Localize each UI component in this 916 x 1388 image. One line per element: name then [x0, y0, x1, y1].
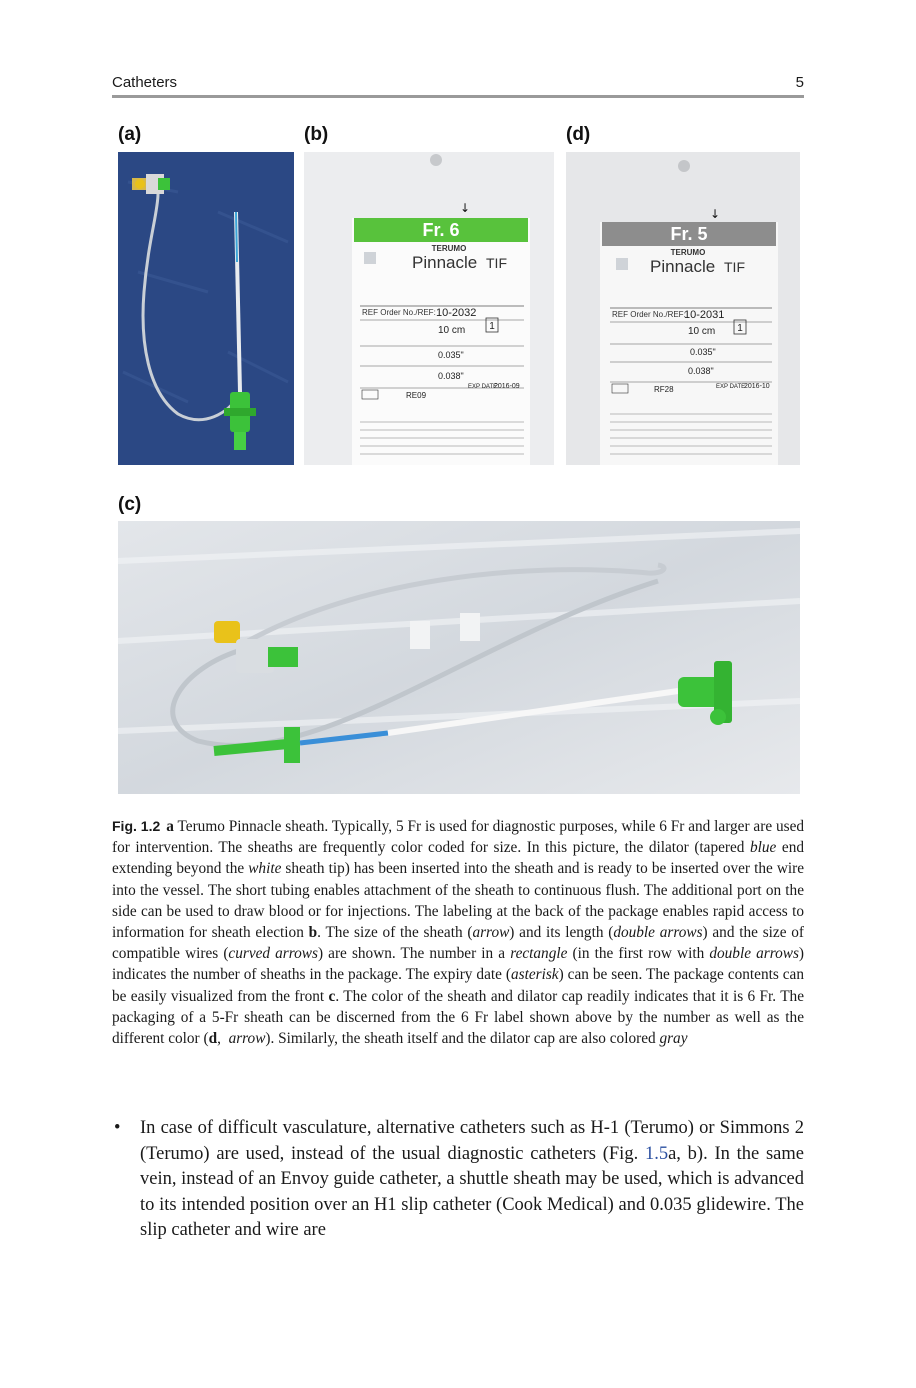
svg-text:↓: ↓ [460, 201, 471, 215]
package-b-exp-value: 2016-09 [494, 383, 520, 390]
package-d-ref-value: 10-2031 [684, 309, 725, 321]
figure-caption-label: Fig. 1.2 [112, 818, 161, 834]
bullet-text-part-2: a, b). In the same vein, instead of an Envoy guide catheter, a shuttle sheath may be used, which is advanced to its intended position over an H1 slip catheter (Cook Medical) and 0.035 glidewire. The slip catheter and wire are [140, 1143, 804, 1240]
running-head [112, 74, 804, 94]
package-b-wire: 0.035" [438, 350, 464, 360]
package-d-lot: RF28 [654, 385, 674, 394]
package-b-exp-label: EXP DATE: [468, 384, 499, 390]
figure-reference-link[interactable]: 1.5 [644, 1143, 669, 1164]
panel-label-a: (a) [118, 124, 142, 145]
package-d-compat: 0.038" [688, 366, 714, 376]
package-b-length: 10 cm [438, 325, 466, 336]
panel-label-c: (c) [118, 494, 142, 515]
svg-text:↓: ↓ [710, 207, 721, 221]
header-rule [112, 95, 804, 98]
package-d-exp-value: 2016-10 [744, 383, 770, 390]
bullet-marker: • [114, 1118, 121, 1138]
package-d-wire: 0.035" [690, 347, 716, 357]
bullet-text-part-1: In case of difficult vasculature, alternative catheters such as H-1 (Terumo) or Simmons 2 (Terumo) are used, instead of the usual diagnostic catheters (Fig. [140, 1118, 804, 1164]
photo-panel-a [118, 152, 294, 465]
package-d-quantity: 1 [737, 323, 743, 334]
package-b-quantity: 1 [489, 321, 495, 332]
package-b-lot: RE09 [406, 391, 427, 400]
panel-label-d: (d) [566, 124, 591, 145]
panel-label-b: (b) [304, 124, 329, 145]
figure-caption-text: a Terumo Pinnacle sheath. Typically, 5 Fr is used for diagnostic purposes, while 6 Fr and larger are used for intervention. The sheaths are frequently color coded for size. In this picture, the dilator (tapered blue end extending beyond the white sheath tip) has been inserted into the sheath and is ready to be inserted over the wire into the vessel. The short tubing enables attachment of the sheath to continuous flush. The additional port on the side can be used to draw blood or for injections. The labeling at the back of the package enables rapid access to information for sheath election b. The size of the sheath (arrow) and its length (double arrows) and the size of compatible wires (curved arrows) are shown. The number in a rectangle (in the first row with double arrows) indicates the number of sheaths in the package. The expiry date (asterisk) can be seen. The package contents can be easily visualized from the front c. The color of the sheath and dilator cap readily indicates that it is 6 Fr. The packaging of a 5-Fr sheath can be discerned from the 6 Fr label shown above by the number as well as the different color (d, arrow). Similarly, the sheath itself and the dilator cap are also colored gray [112, 818, 805, 1048]
running-head-title: Catheters [112, 74, 178, 91]
photo-panel-c [118, 521, 800, 794]
package-d-size-tab: Fr. 5 [670, 224, 708, 244]
page-number: 5 [795, 74, 804, 91]
package-d-exp-label: EXP DATE: [716, 384, 747, 390]
package-b-product: Pinnacle [412, 253, 478, 272]
bullet-text [140, 1116, 804, 1244]
package-b-size-tab: Fr. 6 [422, 220, 460, 240]
package-d-product: Pinnacle [650, 257, 716, 276]
photo-panel-d [566, 152, 800, 465]
package-b-compat: 0.038" [438, 371, 464, 381]
package-d-ref-label: REF Order No./REF: [612, 310, 686, 319]
package-b-product-suffix: TIF [486, 255, 507, 271]
figure-caption [112, 816, 804, 1049]
package-d-brand: TERUMO [670, 248, 706, 257]
package-d-length: 10 cm [688, 326, 716, 337]
package-b-ref-value: 10-2032 [436, 307, 477, 319]
package-d-product-suffix: TIF [724, 259, 745, 275]
package-b-ref-label: REF Order No./REF: [362, 308, 436, 317]
package-b-brand: TERUMO [431, 244, 467, 253]
photo-panel-b [304, 152, 554, 465]
